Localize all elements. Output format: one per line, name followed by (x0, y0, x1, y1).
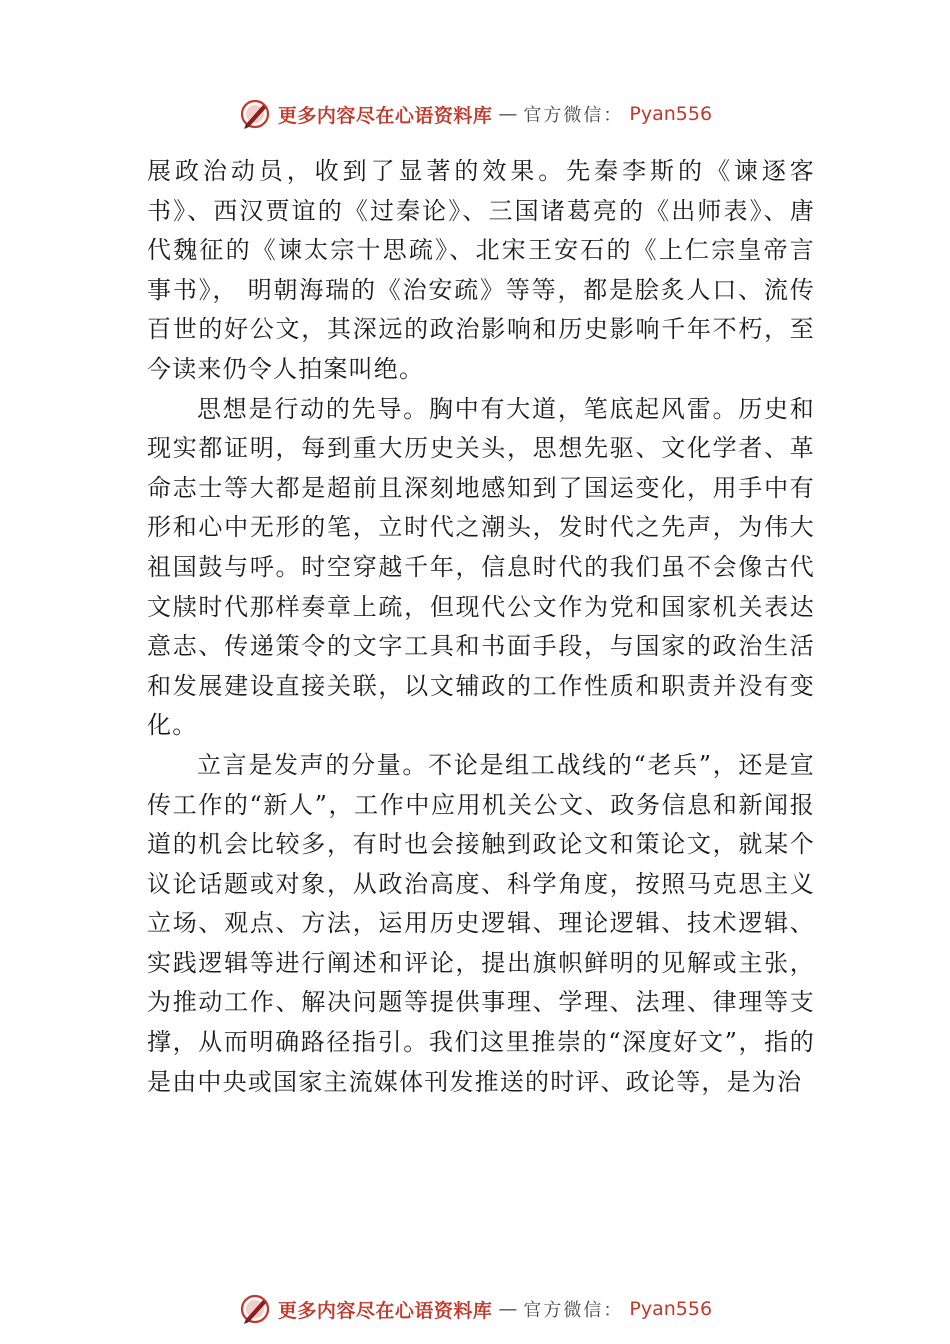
banner-account: Pyan556 (629, 103, 713, 125)
document-body (147, 152, 815, 1102)
pen-seal-logo-icon (238, 97, 272, 131)
paragraph-thought: 思想是行动的先导。胸中有大道，笔底起风雷。历史和现实都证明，每到重大历史关头，思想先驱、文化学者、革 命志士等大都是超前且深刻地感知到了国运变化，用手中有形和心中无形的笔，立时代之潮头，发时代之先声，为伟大祖国鼓与呼。时空穿越千年，信息时代的我们虽不会像古代文牍时代那样奏章上疏，但现代公文作为党和国家机关表达意志、传递策令的文字工具和书面手段，与国家的政治生活和发展建设直接关联，以文辅政的工作性质和职责并没有变化。 (147, 394, 815, 740)
footer-banner-dash: — (498, 1298, 518, 1320)
pen-seal-logo-icon (238, 1292, 272, 1326)
banner-subtitle: 官方微信： (523, 105, 624, 126)
paragraph-continuation: 展政治动员，收到了显著的效果。先秦李斯的《谏逐客书》、西汉贾谊的《过秦论》、三国诸葛亮的《出师表》、唐代魏征的《谏太宗十思疏》、北宋王安石的《上仁宗皇帝言事书》， 明朝海瑞的《治安疏》等等，都是脍炙人口、流传百世的好公文，其深远的政治影响和历史影响千年不朽，至今读来仍令人拍案叫绝。 (147, 157, 815, 383)
footer-banner (0, 1289, 950, 1329)
footer-banner-title: 更多内容尽在心语资料库 (277, 1299, 493, 1322)
paragraph-speech: 立言是发声的分量。不论是组工战线的“老兵”，还是宣传工作的“新人”，工作中应用机关公文、政务信息和新闻报道的机会比较多，有时也会接触到政论文和策论文，就某个议论话题或对象，从政治高度、科学角度，按照马克思主义立场、观点、方法，运用历史逻辑、理论逻辑、技术逻辑、 实践逻辑等进行阐述和评论，提出旗帜鲜明的见解或主张， 为推动工作、解决问题等提供事理、学理、法理、律理等支撑，从而明确路径指引。我们这里推崇的“深度好文”，指的是由中央或国家主流媒体刊发推送的时评、政论等，是为治 (147, 750, 815, 1096)
banner-title: 更多内容尽在心语资料库 (277, 104, 493, 127)
footer-banner-account: Pyan556 (629, 1298, 713, 1320)
footer-banner-subtitle: 官方微信： (523, 1300, 624, 1321)
banner-dash: — (498, 103, 518, 125)
header-banner (0, 94, 950, 134)
